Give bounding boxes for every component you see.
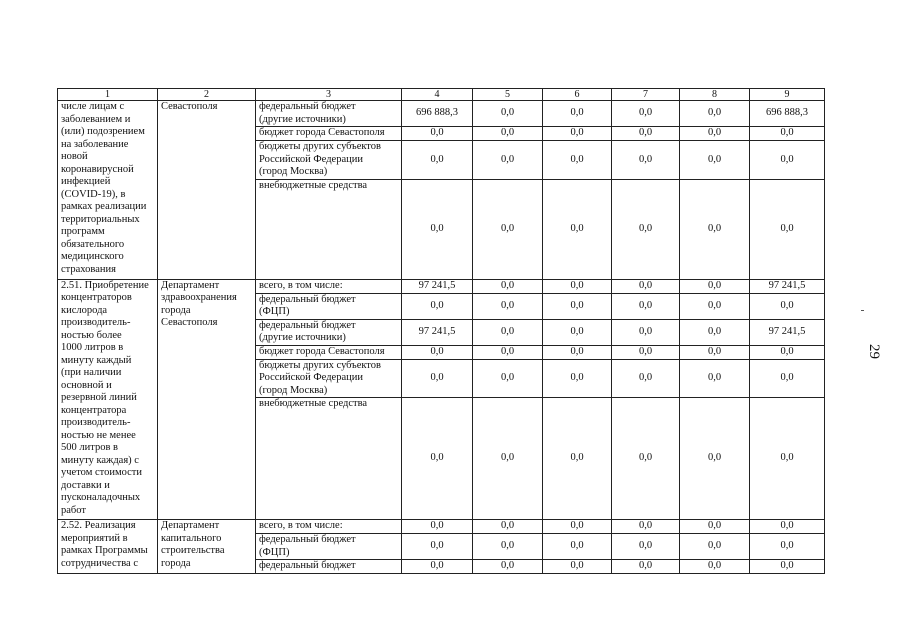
amount-cell: 0,0 <box>612 359 680 398</box>
amount-cell: 0,0 <box>402 127 473 141</box>
amount-cell: 0,0 <box>402 560 473 574</box>
amount-cell: 0,0 <box>473 398 543 520</box>
amount-cell: 0,0 <box>612 520 680 534</box>
col-header: 3 <box>256 89 402 101</box>
amount-cell: 0,0 <box>680 101 750 127</box>
amount-cell: 0,0 <box>473 141 543 180</box>
col-header: 6 <box>543 89 612 101</box>
funding-source-cell: бюджет города Севастополя <box>256 127 402 141</box>
col-header: 9 <box>750 89 825 101</box>
amount-cell: 0,0 <box>473 345 543 359</box>
funding-source-cell: федеральный бюджет (ФЦП) <box>256 534 402 560</box>
amount-cell: 0,0 <box>680 520 750 534</box>
measure-name-cell: 2.51. Приобретение концентраторов кислорода производитель- ностью более 1000 литров в минуту каждый (при наличии основной и резервной линий концентратора производитель- ностью не менее 500 литров в минуту каждая) с учетом стоимости доставки и пусконаладочных работ <box>58 279 158 520</box>
amount-cell: 0,0 <box>473 534 543 560</box>
executor-cell: Департамент здравоохранения города Севастополя <box>158 279 256 520</box>
amount-cell: 0,0 <box>680 560 750 574</box>
funding-source-cell: федеральный бюджет (другие источники) <box>256 101 402 127</box>
executor-cell: Департамент капитального строительства города <box>158 520 256 574</box>
amount-cell: 0,0 <box>543 345 612 359</box>
amount-cell: 0,0 <box>612 293 680 319</box>
amount-cell: 0,0 <box>750 293 825 319</box>
amount-cell: 0,0 <box>750 345 825 359</box>
funding-source-cell: федеральный бюджет (другие источники) <box>256 319 402 345</box>
amount-cell: 0,0 <box>612 179 680 279</box>
amount-cell: 0,0 <box>750 141 825 180</box>
funding-source-cell: бюджет города Севастополя <box>256 345 402 359</box>
amount-cell: 0,0 <box>680 141 750 180</box>
col-header: 1 <box>58 89 158 101</box>
amount-cell: 0,0 <box>680 398 750 520</box>
amount-cell: 0,0 <box>680 293 750 319</box>
table-body <box>58 89 825 574</box>
amount-cell: 0,0 <box>750 534 825 560</box>
amount-cell: 0,0 <box>543 141 612 180</box>
amount-cell: 0,0 <box>680 319 750 345</box>
funding-source-cell: внебюджетные средства <box>256 179 402 279</box>
amount-cell: 0,0 <box>680 179 750 279</box>
amount-cell: 0,0 <box>680 279 750 293</box>
amount-cell: 696 888,3 <box>750 101 825 127</box>
table-row <box>58 101 825 127</box>
amount-cell: 0,0 <box>543 534 612 560</box>
amount-cell: 0,0 <box>612 141 680 180</box>
table-row <box>58 279 825 293</box>
funding-source-cell: всего, в том числе: <box>256 279 402 293</box>
amount-cell: 0,0 <box>402 398 473 520</box>
amount-cell: 696 888,3 <box>402 101 473 127</box>
amount-cell: 0,0 <box>543 127 612 141</box>
amount-cell: 0,0 <box>473 319 543 345</box>
funding-source-cell: всего, в том числе: <box>256 520 402 534</box>
amount-cell: 0,0 <box>543 560 612 574</box>
table-row <box>58 520 825 534</box>
col-header: 5 <box>473 89 543 101</box>
amount-cell: 0,0 <box>402 534 473 560</box>
amount-cell: 0,0 <box>543 359 612 398</box>
amount-cell: 0,0 <box>612 345 680 359</box>
measure-name-cell: 2.52. Реализация мероприятий в рамках Программы сотрудничества с <box>58 520 158 574</box>
amount-cell: 0,0 <box>473 279 543 293</box>
amount-cell: 0,0 <box>473 179 543 279</box>
amount-cell: 97 241,5 <box>750 319 825 345</box>
amount-cell: 0,0 <box>402 359 473 398</box>
amount-cell: 0,0 <box>680 359 750 398</box>
amount-cell: 0,0 <box>750 179 825 279</box>
amount-cell: 0,0 <box>402 345 473 359</box>
budget-table <box>57 88 825 574</box>
amount-cell: 0,0 <box>543 179 612 279</box>
amount-cell: 0,0 <box>612 534 680 560</box>
amount-cell: 0,0 <box>473 101 543 127</box>
amount-cell: 0,0 <box>612 319 680 345</box>
funding-source-cell: внебюджетные средства <box>256 398 402 520</box>
amount-cell: 97 241,5 <box>402 279 473 293</box>
amount-cell: 0,0 <box>612 560 680 574</box>
amount-cell: 0,0 <box>543 520 612 534</box>
funding-source-cell: федеральный бюджет <box>256 560 402 574</box>
header-row <box>58 89 825 101</box>
col-header: 7 <box>612 89 680 101</box>
amount-cell: 0,0 <box>612 279 680 293</box>
col-header: 4 <box>402 89 473 101</box>
amount-cell: 0,0 <box>680 534 750 560</box>
amount-cell: 0,0 <box>680 345 750 359</box>
amount-cell: 0,0 <box>750 560 825 574</box>
amount-cell: 0,0 <box>612 101 680 127</box>
amount-cell: 0,0 <box>473 560 543 574</box>
funding-source-cell: бюджеты других субъектов Российской Федерации (город Москва) <box>256 359 402 398</box>
measure-name-cell: числе лицам с заболеванием и (или) подозрением на заболевание новой коронавирусной инфекцией (COVID-19), в рамках реализации территориальных программ обязательного медицинского страхования <box>58 101 158 280</box>
amount-cell: 0,0 <box>750 398 825 520</box>
col-header: 8 <box>680 89 750 101</box>
amount-cell: 0,0 <box>612 398 680 520</box>
amount-cell: 0,0 <box>543 101 612 127</box>
amount-cell: 0,0 <box>473 359 543 398</box>
amount-cell: 0,0 <box>473 520 543 534</box>
amount-cell: 0,0 <box>402 520 473 534</box>
amount-cell: 0,0 <box>473 127 543 141</box>
amount-cell: 0,0 <box>750 520 825 534</box>
amount-cell: 0,0 <box>680 127 750 141</box>
funding-source-cell: бюджеты других субъектов Российской Федерации (город Москва) <box>256 141 402 180</box>
amount-cell: 0,0 <box>402 141 473 180</box>
page-number: 29 <box>866 344 882 359</box>
amount-cell: 0,0 <box>402 179 473 279</box>
amount-cell: 0,0 <box>543 293 612 319</box>
margin-mark <box>861 310 864 311</box>
amount-cell: 0,0 <box>750 127 825 141</box>
amount-cell: 0,0 <box>473 293 543 319</box>
col-header: 2 <box>158 89 256 101</box>
amount-cell: 0,0 <box>402 293 473 319</box>
amount-cell: 0,0 <box>543 398 612 520</box>
amount-cell: 0,0 <box>543 319 612 345</box>
executor-cell: Севастополя <box>158 101 256 280</box>
amount-cell: 0,0 <box>750 359 825 398</box>
amount-cell: 0,0 <box>543 279 612 293</box>
funding-source-cell: федеральный бюджет (ФЦП) <box>256 293 402 319</box>
amount-cell: 97 241,5 <box>402 319 473 345</box>
amount-cell: 0,0 <box>612 127 680 141</box>
amount-cell: 97 241,5 <box>750 279 825 293</box>
